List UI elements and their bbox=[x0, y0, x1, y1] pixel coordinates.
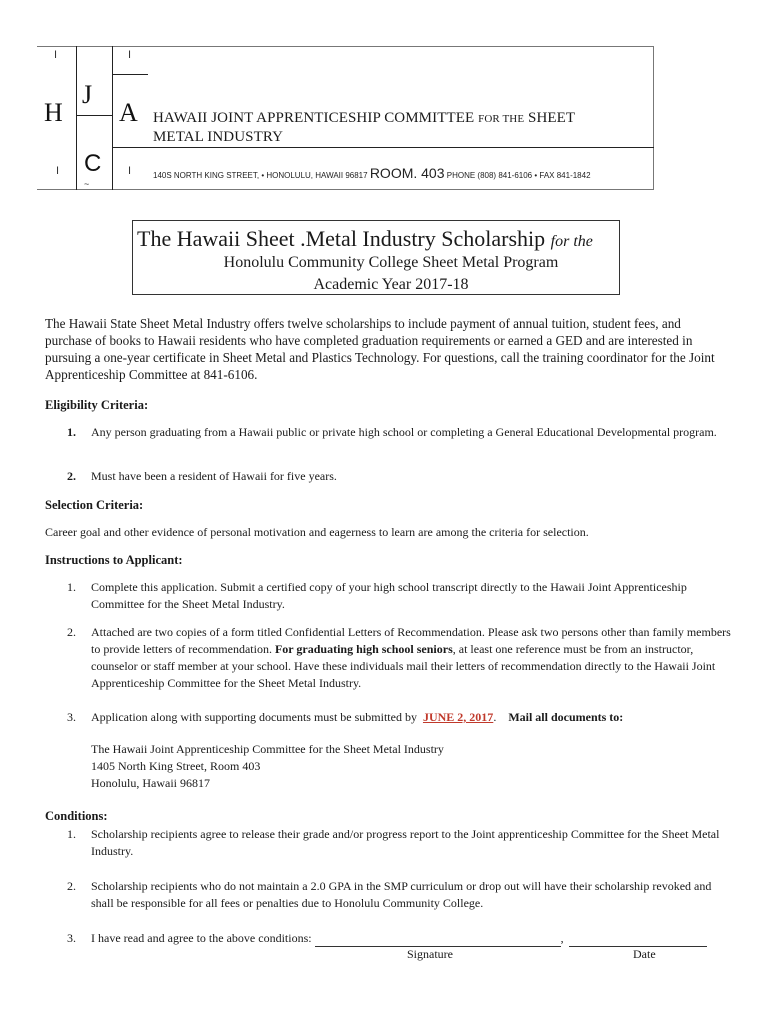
selection-heading: Selection Criteria: bbox=[45, 498, 144, 512]
instruction-item: Attached are two copies of a form titled Confidential Letters of Recommendation. Please ask two persons other than family members to provide letters of recommendation. For graduating high school seniors, at least one reference must be from an instructor, counselor or staff member at your school. Have these individuals mail their letters of recommendation directly to the Hawaii Joint Apprenticeship Committee for the Sheet Metal Industry. bbox=[91, 625, 731, 690]
list-number: 2. bbox=[67, 879, 76, 893]
signature-label: Signature bbox=[407, 947, 453, 961]
program-name: Honolulu Community College Sheet Metal Program bbox=[223, 254, 559, 271]
letterhead-divider-right bbox=[112, 46, 113, 190]
tick-mark: I bbox=[128, 165, 132, 177]
letter-a: A bbox=[119, 98, 138, 127]
tick-mark: I bbox=[56, 165, 60, 177]
condition-item: Scholarship recipients agree to release their grade and/or progress report to the Joint apprenticeship Committee for the Sheet Metal Industry. bbox=[91, 827, 720, 858]
date-label: Date bbox=[633, 947, 656, 961]
page-title: The Hawaii Sheet .Metal Industry Scholarship for the bbox=[137, 226, 593, 251]
eligibility-item: Must have been a resident of Hawaii for five years. bbox=[91, 469, 337, 483]
letterhead-rule-bottom bbox=[112, 147, 654, 148]
tilde-mark: ~ bbox=[84, 179, 90, 189]
letter-c: C bbox=[84, 150, 102, 177]
date-line[interactable] bbox=[569, 934, 707, 947]
conditions-heading: Conditions: bbox=[45, 809, 108, 823]
instruction-item: Application along with supporting documents must be submitted by JUNE 2, 2017. Mail all documents to: bbox=[91, 710, 624, 724]
letterhead-rule-middle bbox=[76, 115, 112, 116]
title-box bbox=[132, 220, 620, 295]
organization-address: 140S NORTH KING STREET, • HONOLULU, HAWAII 96817 ROOM. 403 PHONE (808) 841-6106 • FAX 841-1842 bbox=[153, 165, 591, 181]
mailing-address: The Hawaii Joint Apprenticeship Committee for the Sheet Metal Industry 1405 North King Street, Room 403 Honolulu, Hawaii 96817 bbox=[91, 742, 444, 790]
list-number: 1. bbox=[67, 580, 76, 594]
condition-item: Scholarship recipients who do not maintain a 2.0 GPA in the SMP curriculum or drop out will have their scholarship revoked and shall be responsible for all fees or penalties due to Honolulu Community College. bbox=[91, 879, 712, 910]
eligibility-heading: Eligibility Criteria: bbox=[45, 398, 149, 412]
organization-name: HAWAII JOINT APPRENTICESHIP COMMITTEE FOR THE SHEET METAL INDUSTRY bbox=[153, 110, 576, 145]
condition-item: I have read and agree to the above conditions: , bbox=[91, 930, 731, 947]
letterhead-divider-left bbox=[76, 46, 77, 190]
tick-mark: I bbox=[54, 49, 58, 61]
deadline-date: JUNE 2, 2017 bbox=[422, 710, 494, 724]
selection-text: Career goal and other evidence of personal motivation and eagerness to learn are among the criteria for selection. bbox=[45, 525, 589, 539]
instructions-heading: Instructions to Applicant: bbox=[45, 553, 183, 567]
instruction-item: Complete this application. Submit a certified copy of your high school transcript directly to the Hawaii Joint Apprenticeship Committee for the Sheet Metal Industry. bbox=[91, 580, 687, 611]
letterhead-rule-top bbox=[112, 74, 148, 75]
letter-j: J bbox=[82, 80, 93, 109]
academic-year: Academic Year 2017-18 bbox=[313, 276, 469, 293]
eligibility-item: Any person graduating from a Hawaii public or private high school or completing a General Educational Developmental program. bbox=[91, 425, 717, 439]
list-number: 3. bbox=[67, 931, 76, 945]
intro-paragraph: The Hawaii State Sheet Metal Industry offers twelve scholarships to include payment of annual tuition, student fees, and purchase of books to Hawaii residents who have completed graduation requirements or earned a GED and are interested in pursuing a one-year certificate in Sheet Metal and Plastics Technology. For questions, call the training coordinator for the Joint Apprenticeship Committee at 841-6106. bbox=[45, 316, 715, 382]
list-number: 2. bbox=[67, 625, 76, 639]
list-number: 3. bbox=[67, 710, 76, 724]
list-number: 1. bbox=[67, 827, 76, 841]
list-number: 2. bbox=[67, 469, 76, 483]
letter-h: H bbox=[44, 98, 63, 127]
signature-line[interactable] bbox=[315, 934, 561, 947]
list-number: 1. bbox=[67, 425, 76, 439]
tick-mark: I bbox=[128, 49, 132, 61]
